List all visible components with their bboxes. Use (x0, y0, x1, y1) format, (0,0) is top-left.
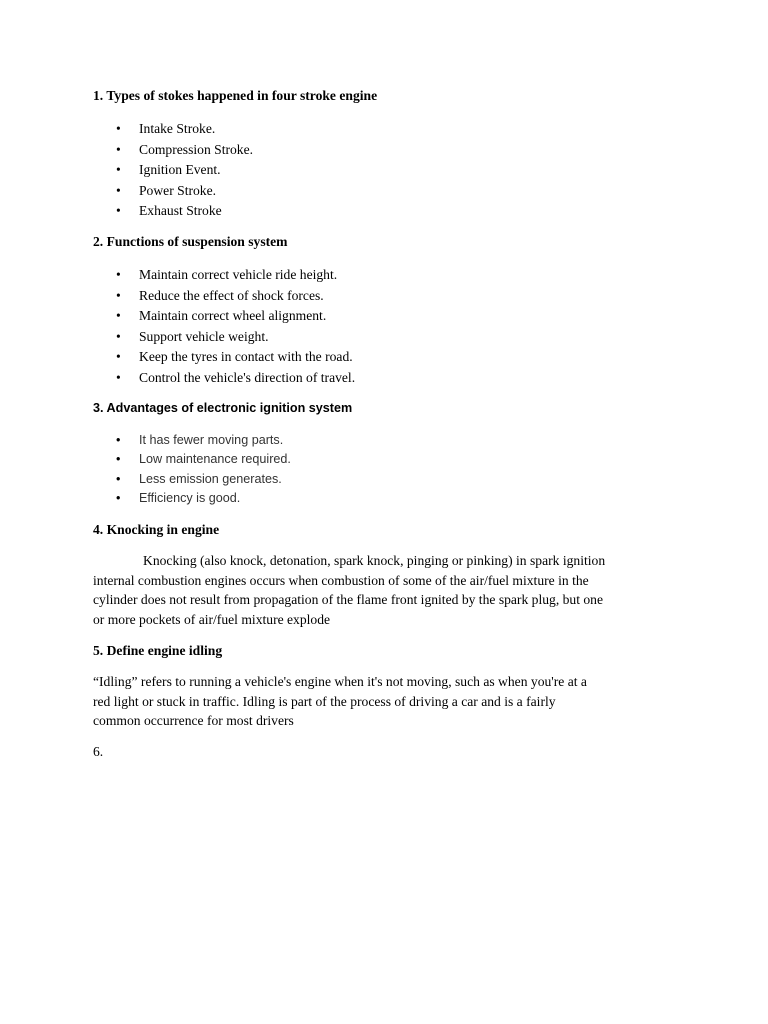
bullet-icon: • (116, 287, 121, 303)
section-5-heading: 5. Define engine idling (93, 643, 223, 658)
list-item: • Less emission generates. (0, 470, 291, 489)
list-item: • Efficiency is good. (0, 489, 291, 508)
bullet-icon: • (116, 433, 121, 447)
paragraph-line: common occurrence for most drivers (93, 713, 294, 729)
section-4-heading: 4. Knocking in engine (93, 522, 220, 537)
list-item: • Maintain correct vehicle ride height. (0, 265, 355, 286)
section-1-heading: 1. Types of stokes happened in four stroke engine (93, 88, 378, 103)
bullet-icon: • (116, 308, 121, 323)
bullet-icon: • (116, 471, 121, 486)
bullet-icon: • (116, 141, 121, 157)
paragraph-line: or more pockets of air/fuel mixture explode (93, 611, 331, 627)
section-6-number: 6. (93, 744, 104, 759)
paragraph-line: cylinder does not result from propagation of the flame front ignited by the spark plug, but one (93, 592, 604, 608)
list-item: • Control the vehicle's direction of travel. (0, 368, 355, 389)
list-item: • Intake Stroke. (0, 119, 253, 140)
list-item: • Support vehicle weight. (0, 327, 355, 348)
list-item: • Low maintenance required. (0, 450, 291, 469)
list-item: • Reduce the effect of shock forces. (0, 286, 355, 307)
list-item: • Keep the tyres in contact with the road. (0, 347, 355, 368)
bullet-icon: • (116, 267, 121, 282)
section-1-list (0, 119, 253, 222)
list-item: • Compression Stroke. (0, 140, 253, 161)
bullet-icon: • (116, 490, 121, 505)
bullet-icon: • (116, 369, 121, 385)
section-2-heading: 2. Functions of suspension system (93, 234, 288, 249)
bullet-icon: • (116, 162, 121, 177)
bullet-icon: • (116, 203, 121, 218)
list-item: • Exhaust Stroke (0, 201, 253, 222)
bullet-icon: • (116, 121, 121, 136)
bullet-icon: • (116, 452, 121, 467)
section-3-heading: 3. Advantages of electronic ignition system (93, 401, 353, 415)
list-item: • It has fewer moving parts. (0, 431, 291, 450)
section-2-list (0, 265, 355, 388)
paragraph-line: “Idling” refers to running a vehicle's engine when it's not moving, such as when you're at a (93, 674, 587, 689)
bullet-icon: • (116, 328, 121, 344)
list-item: • Power Stroke. (0, 181, 253, 202)
bullet-icon: • (116, 182, 121, 198)
list-item: • Ignition Event. (0, 160, 253, 181)
paragraph-line: Knocking (also knock, detonation, spark knock, pinging or pinking) in spark ignition (143, 553, 606, 568)
bullet-icon: • (116, 349, 121, 364)
list-item: • Maintain correct wheel alignment. (0, 306, 355, 327)
section-3-list (0, 431, 291, 508)
knocking-paragraph (93, 551, 673, 629)
paragraph-line: internal combustion engines occurs when combustion of some of the air/fuel mixture in the (93, 572, 589, 588)
idling-paragraph (93, 672, 673, 731)
paragraph-line: red light or stuck in traffic. Idling is part of the process of driving a car and is a fairly (93, 693, 556, 709)
